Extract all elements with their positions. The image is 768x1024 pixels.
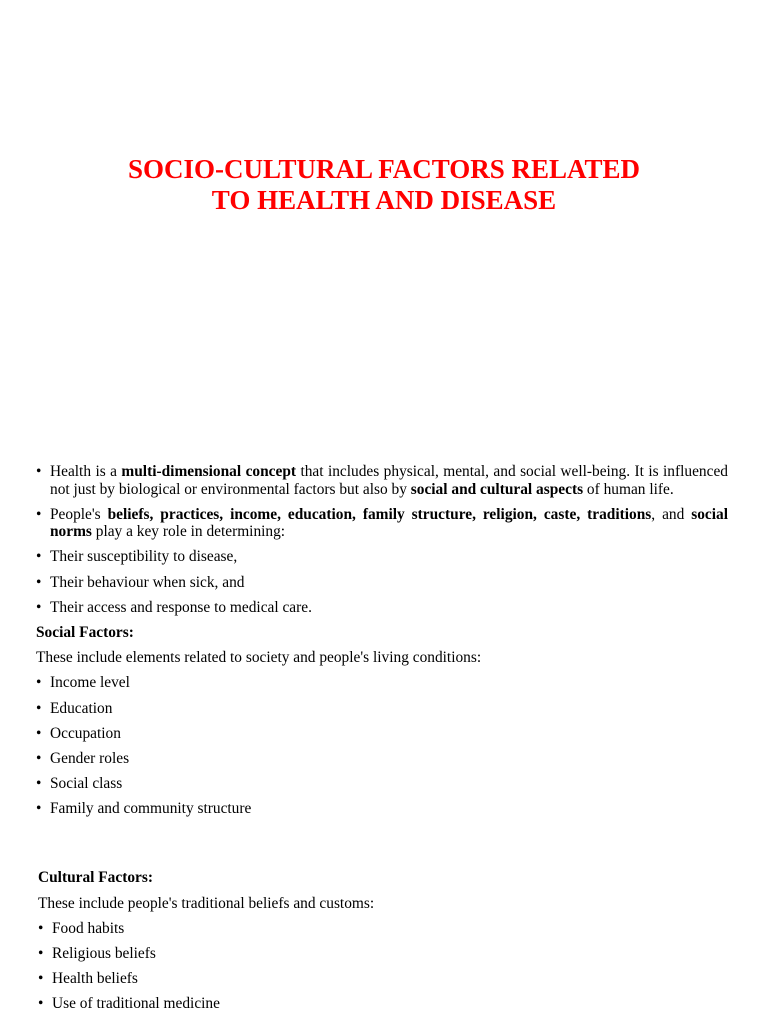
list-item: • Religious beliefs <box>38 945 728 963</box>
page-title <box>0 154 768 216</box>
list-item: • Education <box>36 700 728 718</box>
list-item: • Health beliefs <box>38 970 728 988</box>
title-line-2: TO HEALTH AND DISEASE <box>211 185 557 215</box>
document-body <box>36 463 728 1021</box>
social-factors-list <box>36 674 728 817</box>
cultural-factors-list <box>38 920 728 1013</box>
social-factors-description: These include elements related to society and people's living conditions: <box>36 649 482 667</box>
social-factors-heading: Social Factors: <box>36 623 134 641</box>
list-item: • Family and community structure <box>36 800 728 818</box>
intro-bullet-health: • Health is a multi-dimensional concept that includes physical, mental, and social well-being. It is influenced not just by biological or environmental factors but also by social and cultural aspects of human life. <box>36 463 728 498</box>
list-item: • Their susceptibility to disease, <box>36 548 728 566</box>
cultural-factors-description: These include people's traditional beliefs and customs: <box>38 894 375 912</box>
list-item: • Use of traditional medicine <box>38 995 728 1013</box>
list-item: • Social class <box>36 775 728 793</box>
list-item: • Food habits <box>38 920 728 938</box>
list-item: • Income level <box>36 674 728 692</box>
list-item: • Occupation <box>36 725 728 743</box>
intro-bullet-people: • People's beliefs, practices, income, education, family structure, religion, caste, traditions, and social norms play a key role in determining: <box>36 506 728 541</box>
list-item: • Their behaviour when sick, and <box>36 574 728 592</box>
cultural-factors-heading: Cultural Factors: <box>38 869 153 887</box>
title-line-1: SOCIO-CULTURAL FACTORS RELATED <box>127 154 641 184</box>
intro-list <box>36 463 728 616</box>
list-item: • Their access and response to medical care. <box>36 599 728 617</box>
list-item: • Gender roles <box>36 750 728 768</box>
cultural-factors-section <box>36 869 728 1012</box>
spacer <box>36 825 728 869</box>
